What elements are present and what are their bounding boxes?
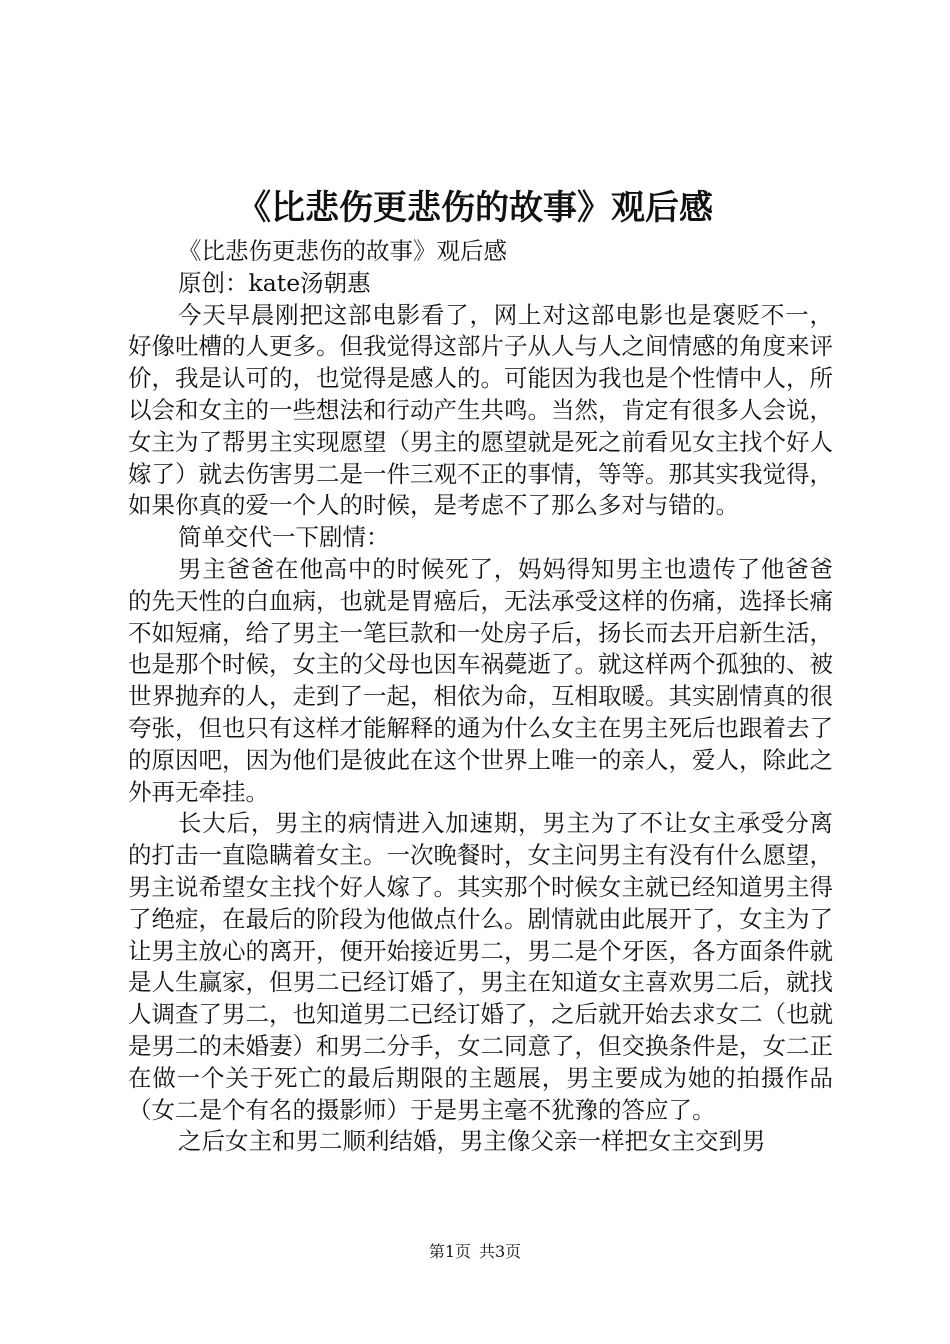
- paragraph-plot-2: 长大后，男主的病情进入加速期，男主为了不让女主承受分离的打击一直隐瞒着女主。一次晚餐时，女主问男主有没有什么愿望，男主说希望女主找个好人嫁了。其实那个时候女主就已经知道男主得了绝症，在最后的阶段为他做点什么。剧情就由此展开了，女主为了让男主放心的离开，便开始接近男二，男二是个牙医，各方面条件就是人生赢家，但男二已经订婚了，男主在知道女主喜欢男二后，就找人调查了男二，也知道男二已经订婚了，之后就开始去求女二（也就是男二的未婚妻）和男二分手，女二同意了，但交换条件是，女二正在做一个关于死亡的最后期限的主题展，男主要成为她的拍摄作品（女二是个有名的摄影师）于是男主毫不犹豫的答应了。: [128, 809, 833, 1124]
- document-title: 《比悲伤更悲伤的故事》观后感: [237, 188, 713, 228]
- document-body: [128, 236, 833, 1158]
- page-total: 共3页: [479, 1242, 522, 1261]
- paragraph-plot-heading: 简单交代一下剧情：: [178, 523, 390, 552]
- paragraph-subtitle: 《比悲伤更悲伤的故事》观后感: [178, 237, 507, 265]
- paragraph-plot-3: 之后女主和男二顺利结婚，男主像父亲一样把女主交到男: [178, 1127, 766, 1156]
- paragraph-intro: 今天早晨刚把这部电影看了，网上对这部电影也是褒贬不一，好像吐槽的人更多。但我觉得这部片子从人与人之间情感的角度来评价，我是认可的，也觉得是感人的。可能因为我也是个性情中人，所以会和女主的一些想法和行动产生共鸣。当然，肯定有很多人会说，女主为了帮男主实现愿望（男主的愿望就是死之前看见女主找个好人嫁了）就去伤害男二是一件三观不正的事情，等等。那其实我觉得，如果你真的爱一个人的时候，是考虑不了那么多对与错的。: [128, 300, 833, 520]
- paragraph-author: 原创：kate汤朝惠: [178, 268, 371, 297]
- page-footer: [0, 1241, 950, 1263]
- paragraph-plot-1: 男主爸爸在他高中的时候死了，妈妈得知男主也遗传了他爸爸的先天性的白血病，也就是胃癌后，无法承受这样的伤痛，选择长痛不如短痛，给了男主一笔巨款和一处房子后，扬长而去开启新生活，也是那个时候，女主的父母也因车祸薨逝了。就这样两个孤独的、被世界抛弃的人，走到了一起，相依为命，互相取暖。其实剧情真的很夸张，但也只有这样才能解释的通为什么女主在男主死后也跟着去了的原因吧，因为他们是彼此在这个世界上唯一的亲人，爱人，除此之外再无牵挂。: [128, 554, 833, 806]
- page-number: 第1页: [428, 1242, 471, 1261]
